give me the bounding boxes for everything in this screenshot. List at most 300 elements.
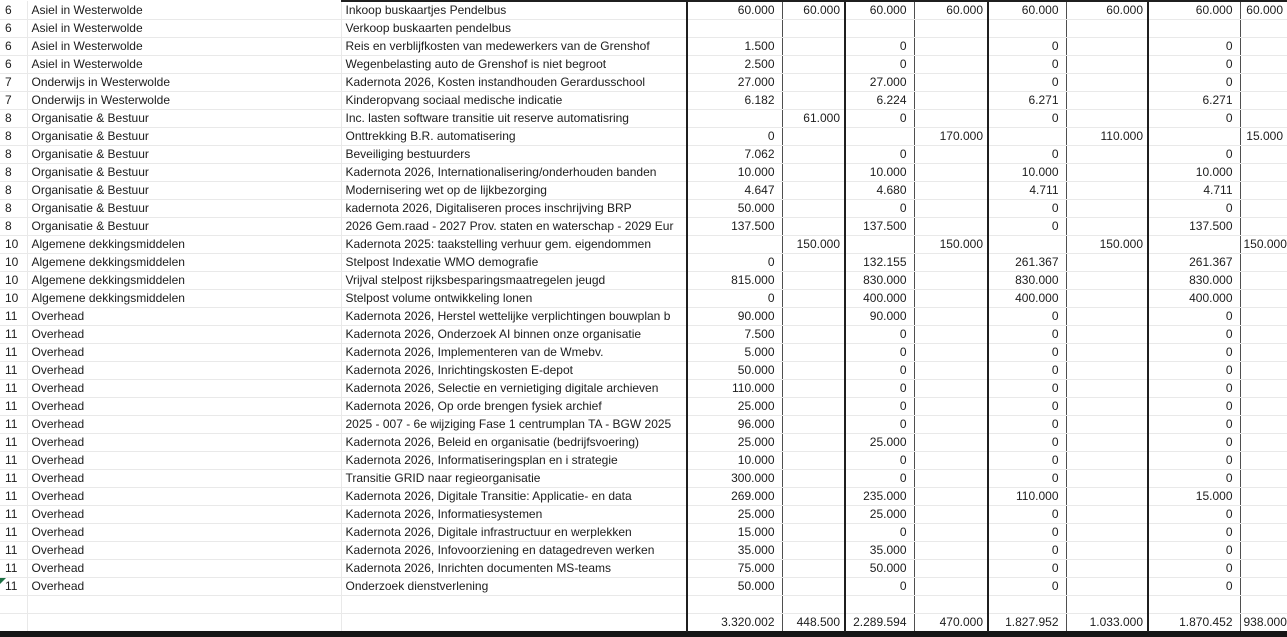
cell-amount[interactable]: 110.000 xyxy=(687,380,782,398)
cell-program-name[interactable]: Organisatie & Bestuur xyxy=(27,218,341,236)
cell-amount[interactable]: 75.000 xyxy=(687,560,782,578)
cell-description[interactable]: Stelpost volume ontwikkeling lonen xyxy=(341,290,687,308)
cell-amount[interactable] xyxy=(914,182,988,200)
cell-program-number[interactable]: 11 xyxy=(0,524,27,542)
cell-description[interactable]: Onderzoek dienstverlening xyxy=(341,578,687,596)
cell-amount[interactable] xyxy=(914,488,988,506)
cell-total-amount[interactable]: 448.500 xyxy=(782,614,845,632)
cell-amount[interactable] xyxy=(1066,56,1148,74)
cell-amount[interactable]: 0 xyxy=(845,452,914,470)
cell-amount[interactable] xyxy=(914,416,988,434)
cell-amount[interactable] xyxy=(914,398,988,416)
cell-program-name[interactable]: Organisatie & Bestuur xyxy=(27,200,341,218)
cell-amount[interactable]: 4.680 xyxy=(845,182,914,200)
cell-amount[interactable] xyxy=(1240,146,1287,164)
cell-amount[interactable]: 132.155 xyxy=(845,254,914,272)
cell-amount[interactable] xyxy=(914,560,988,578)
cell-amount[interactable] xyxy=(1066,560,1148,578)
cell-amount[interactable] xyxy=(687,110,782,128)
cell-amount[interactable] xyxy=(845,236,914,254)
cell-amount[interactable] xyxy=(914,326,988,344)
cell-program-name[interactable]: Overhead xyxy=(27,326,341,344)
cell-amount[interactable] xyxy=(782,326,845,344)
cell-amount[interactable] xyxy=(1240,38,1287,56)
cell-amount[interactable] xyxy=(1066,470,1148,488)
cell-amount[interactable] xyxy=(1066,542,1148,560)
cell-program-name[interactable]: Overhead xyxy=(27,488,341,506)
cell-amount[interactable] xyxy=(1066,326,1148,344)
cell-amount[interactable]: 0 xyxy=(988,416,1066,434)
cell-program-number[interactable]: 11 xyxy=(0,416,27,434)
cell-program-number[interactable]: 11 xyxy=(0,560,27,578)
cell-amount[interactable]: 300.000 xyxy=(687,470,782,488)
cell-description[interactable]: Verkoop buskaarten pendelbus xyxy=(341,20,687,38)
cell-amount[interactable]: 0 xyxy=(988,326,1066,344)
cell-amount[interactable] xyxy=(1240,578,1287,596)
cell-amount[interactable]: 0 xyxy=(1148,470,1240,488)
cell-amount[interactable]: 60.000 xyxy=(1066,1,1148,20)
cell-program-name[interactable] xyxy=(27,596,341,614)
cell-amount[interactable] xyxy=(1066,308,1148,326)
cell-program-name[interactable]: Algemene dekkingsmiddelen xyxy=(27,236,341,254)
cell-program-number[interactable]: 8 xyxy=(0,146,27,164)
cell-description[interactable]: Kadernota 2026, Kosten instandhouden Gerardusschool xyxy=(341,74,687,92)
cell-amount[interactable]: 6.271 xyxy=(1148,92,1240,110)
cell-program-number[interactable]: 8 xyxy=(0,182,27,200)
cell-amount[interactable] xyxy=(914,20,988,38)
cell-amount[interactable] xyxy=(782,578,845,596)
cell-program-number[interactable] xyxy=(0,596,27,614)
cell-amount[interactable]: 0 xyxy=(988,218,1066,236)
cell-program-number[interactable]: 7 xyxy=(0,92,27,110)
cell-amount[interactable]: 0 xyxy=(1148,146,1240,164)
cell-amount[interactable]: 830.000 xyxy=(1148,272,1240,290)
cell-amount[interactable]: 400.000 xyxy=(988,290,1066,308)
cell-amount[interactable] xyxy=(1240,254,1287,272)
cell-amount[interactable]: 35.000 xyxy=(687,542,782,560)
cell-amount[interactable] xyxy=(914,38,988,56)
cell-program-number[interactable]: 10 xyxy=(0,254,27,272)
cell-amount[interactable]: 0 xyxy=(988,56,1066,74)
cell-amount[interactable] xyxy=(1240,20,1287,38)
cell-amount[interactable]: 150.000 xyxy=(782,236,845,254)
cell-amount[interactable]: 0 xyxy=(1148,416,1240,434)
cell-total-amount[interactable]: 1.033.000 xyxy=(1066,614,1148,632)
cell-amount[interactable] xyxy=(1066,362,1148,380)
cell-amount[interactable] xyxy=(782,488,845,506)
cell-amount[interactable]: 90.000 xyxy=(687,308,782,326)
cell-amount[interactable]: 0 xyxy=(845,110,914,128)
cell-amount[interactable] xyxy=(782,362,845,380)
cell-amount[interactable] xyxy=(782,416,845,434)
cell-amount[interactable]: 150.000 xyxy=(1240,236,1287,254)
cell-amount[interactable]: 0 xyxy=(988,506,1066,524)
cell-amount[interactable]: 137.500 xyxy=(845,218,914,236)
cell-program-number[interactable]: 8 xyxy=(0,218,27,236)
cell-amount[interactable] xyxy=(1148,236,1240,254)
cell-program-name[interactable]: Overhead xyxy=(27,470,341,488)
cell-amount[interactable] xyxy=(1240,326,1287,344)
cell-amount[interactable]: 0 xyxy=(988,362,1066,380)
cell-program-name[interactable]: Onderwijs in Westerwolde xyxy=(27,74,341,92)
cell-amount[interactable]: 60.000 xyxy=(782,1,845,20)
cell-amount[interactable]: 0 xyxy=(988,380,1066,398)
cell-amount[interactable]: 0 xyxy=(1148,200,1240,218)
cell-amount[interactable] xyxy=(1240,218,1287,236)
cell-amount[interactable]: 110.000 xyxy=(1066,128,1148,146)
cell-description[interactable]: Kadernota 2026, Herstel wettelijke verplichtingen bouwplan b xyxy=(341,308,687,326)
cell-amount[interactable]: 60.000 xyxy=(988,1,1066,20)
cell-program-name[interactable]: Overhead xyxy=(27,398,341,416)
cell-amount[interactable] xyxy=(914,542,988,560)
cell-amount[interactable]: 0 xyxy=(988,560,1066,578)
cell-amount[interactable]: 0 xyxy=(988,542,1066,560)
cell-amount[interactable] xyxy=(1240,452,1287,470)
cell-program-number[interactable]: 11 xyxy=(0,434,27,452)
cell-amount[interactable]: 110.000 xyxy=(988,488,1066,506)
cell-amount[interactable] xyxy=(782,164,845,182)
cell-amount[interactable]: 2.500 xyxy=(687,56,782,74)
cell-description[interactable]: Kadernota 2026, Onderzoek AI binnen onze organisatie xyxy=(341,326,687,344)
cell-description[interactable]: Kadernota 2026, Informatiseringsplan en i strategie xyxy=(341,452,687,470)
cell-description[interactable]: Modernisering wet op de lijkbezorging xyxy=(341,182,687,200)
cell-total-amount[interactable]: 3.320.002 xyxy=(687,614,782,632)
cell-amount[interactable] xyxy=(1240,398,1287,416)
cell-amount[interactable] xyxy=(782,290,845,308)
cell-amount[interactable] xyxy=(1240,524,1287,542)
cell-amount[interactable] xyxy=(687,596,782,614)
cell-amount[interactable] xyxy=(1240,506,1287,524)
cell-amount[interactable] xyxy=(1240,380,1287,398)
cell-description[interactable]: kadernota 2026, Digitaliseren proces inschrijving BRP xyxy=(341,200,687,218)
cell-amount[interactable] xyxy=(782,20,845,38)
cell-program-name[interactable]: Organisatie & Bestuur xyxy=(27,128,341,146)
cell-program-name[interactable]: Overhead xyxy=(27,578,341,596)
cell-amount[interactable]: 815.000 xyxy=(687,272,782,290)
cell-amount[interactable]: 50.000 xyxy=(687,362,782,380)
cell-amount[interactable]: 4.711 xyxy=(1148,182,1240,200)
cell-amount[interactable] xyxy=(1066,380,1148,398)
cell-amount[interactable] xyxy=(1066,398,1148,416)
cell-amount[interactable] xyxy=(914,200,988,218)
cell-program-name[interactable]: Algemene dekkingsmiddelen xyxy=(27,254,341,272)
cell-amount[interactable] xyxy=(782,308,845,326)
cell-description[interactable]: Kadernota 2026, Op orde brengen fysiek archief xyxy=(341,398,687,416)
cell-description[interactable]: Kadernota 2026, Digitale infrastructuur en werplekken xyxy=(341,524,687,542)
cell-amount[interactable]: 0 xyxy=(687,290,782,308)
cell-amount[interactable]: 400.000 xyxy=(845,290,914,308)
cell-amount[interactable] xyxy=(914,164,988,182)
cell-description[interactable]: Kadernota 2026, Infovoorziening en datagedreven werken xyxy=(341,542,687,560)
cell-amount[interactable]: 137.500 xyxy=(1148,218,1240,236)
cell-amount[interactable]: 0 xyxy=(845,56,914,74)
cell-amount[interactable]: 4.647 xyxy=(687,182,782,200)
cell-amount[interactable] xyxy=(914,344,988,362)
cell-total-amount[interactable]: 938.000 xyxy=(1240,614,1287,632)
cell-amount[interactable] xyxy=(914,578,988,596)
cell-amount[interactable]: 7.500 xyxy=(687,326,782,344)
cell-amount[interactable] xyxy=(1066,488,1148,506)
cell-description[interactable]: Transitie GRID naar regieorganisatie xyxy=(341,470,687,488)
cell-program-number[interactable]: 10 xyxy=(0,272,27,290)
cell-amount[interactable] xyxy=(782,74,845,92)
cell-amount[interactable]: 10.000 xyxy=(687,452,782,470)
cell-amount[interactable]: 400.000 xyxy=(1148,290,1240,308)
cell-amount[interactable] xyxy=(845,20,914,38)
cell-program-number[interactable]: 6 xyxy=(0,1,27,20)
cell-description[interactable]: Vrijval stelpost rijksbesparingsmaatregelen jeugd xyxy=(341,272,687,290)
cell-amount[interactable]: 0 xyxy=(1148,542,1240,560)
cell-amount[interactable] xyxy=(782,434,845,452)
cell-amount[interactable]: 0 xyxy=(1148,110,1240,128)
cell-amount[interactable]: 61.000 xyxy=(782,110,845,128)
cell-description[interactable]: Kadernota 2025: taakstelling verhuur gem. eigendommen xyxy=(341,236,687,254)
cell-amount[interactable]: 50.000 xyxy=(687,578,782,596)
cell-program-number[interactable]: 8 xyxy=(0,164,27,182)
cell-amount[interactable]: 0 xyxy=(988,452,1066,470)
cell-amount[interactable] xyxy=(782,452,845,470)
cell-amount[interactable]: 150.000 xyxy=(914,236,988,254)
cell-program-number[interactable]: 10 xyxy=(0,236,27,254)
cell-amount[interactable]: 0 xyxy=(988,308,1066,326)
cell-amount[interactable]: 25.000 xyxy=(687,398,782,416)
cell-amount[interactable] xyxy=(1240,164,1287,182)
cell-amount[interactable] xyxy=(782,92,845,110)
cell-amount[interactable] xyxy=(782,272,845,290)
cell-amount[interactable]: 269.000 xyxy=(687,488,782,506)
cell-amount[interactable]: 150.000 xyxy=(1066,236,1148,254)
cell-amount[interactable] xyxy=(914,56,988,74)
cell-amount[interactable] xyxy=(782,56,845,74)
cell-amount[interactable] xyxy=(914,146,988,164)
cell-amount[interactable]: 50.000 xyxy=(687,200,782,218)
cell-program-number[interactable]: 11 xyxy=(0,452,27,470)
cell-description[interactable]: 2025 - 007 - 6e wijziging Fase 1 centrumplan TA - BGW 2025 xyxy=(341,416,687,434)
cell-amount[interactable] xyxy=(1066,92,1148,110)
cell-amount[interactable] xyxy=(1066,506,1148,524)
cell-amount[interactable] xyxy=(914,272,988,290)
cell-amount[interactable]: 0 xyxy=(845,362,914,380)
cell-program-name[interactable]: Algemene dekkingsmiddelen xyxy=(27,290,341,308)
cell-program-name[interactable]: Overhead xyxy=(27,524,341,542)
cell-program-number[interactable]: 10 xyxy=(0,290,27,308)
cell-amount[interactable] xyxy=(1240,92,1287,110)
cell-amount[interactable]: 0 xyxy=(845,470,914,488)
cell-amount[interactable] xyxy=(1066,452,1148,470)
cell-amount[interactable]: 0 xyxy=(1148,506,1240,524)
cell-program-name[interactable]: Onderwijs in Westerwolde xyxy=(27,92,341,110)
cell-amount[interactable]: 1.500 xyxy=(687,38,782,56)
cell-program-number[interactable]: 8 xyxy=(0,128,27,146)
cell-amount[interactable] xyxy=(914,596,988,614)
cell-amount[interactable] xyxy=(782,38,845,56)
cell-amount[interactable]: 0 xyxy=(988,470,1066,488)
cell-amount[interactable] xyxy=(1066,218,1148,236)
cell-amount[interactable]: 830.000 xyxy=(988,272,1066,290)
cell-amount[interactable] xyxy=(914,254,988,272)
cell-amount[interactable]: 60.000 xyxy=(845,1,914,20)
cell-program-number[interactable]: 11 xyxy=(0,326,27,344)
cell-description[interactable]: Kadernota 2026, Selectie en vernietiging digitale archieven xyxy=(341,380,687,398)
cell-program-name[interactable]: Organisatie & Bestuur xyxy=(27,182,341,200)
cell-program-number[interactable]: 11 xyxy=(0,506,27,524)
cell-amount[interactable] xyxy=(1240,362,1287,380)
cell-amount[interactable] xyxy=(914,380,988,398)
cell-amount[interactable] xyxy=(1066,290,1148,308)
cell-amount[interactable]: 4.711 xyxy=(988,182,1066,200)
cell-program-name[interactable]: Asiel in Westerwolde xyxy=(27,1,341,20)
cell-amount[interactable]: 0 xyxy=(988,434,1066,452)
cell-amount[interactable]: 5.000 xyxy=(687,344,782,362)
cell-amount[interactable]: 60.000 xyxy=(1240,1,1287,20)
cell-amount[interactable]: 0 xyxy=(845,200,914,218)
cell-description[interactable]: Kadernota 2026, Informatiesystemen xyxy=(341,506,687,524)
cell-amount[interactable]: 25.000 xyxy=(845,506,914,524)
cell-description[interactable]: Beveiliging bestuurders xyxy=(341,146,687,164)
cell-program-name[interactable]: Overhead xyxy=(27,506,341,524)
cell-amount[interactable]: 137.500 xyxy=(687,218,782,236)
cell-program-number[interactable]: 6 xyxy=(0,38,27,56)
cell-amount[interactable]: 15.000 xyxy=(1240,128,1287,146)
cell-amount[interactable]: 0 xyxy=(988,200,1066,218)
cell-amount[interactable]: 0 xyxy=(845,524,914,542)
cell-amount[interactable]: 0 xyxy=(1148,524,1240,542)
cell-amount[interactable] xyxy=(1240,542,1287,560)
cell-amount[interactable] xyxy=(914,470,988,488)
cell-amount[interactable]: 6.224 xyxy=(845,92,914,110)
cell-description[interactable]: 2026 Gem.raad - 2027 Prov. staten en waterschap - 2029 Eur xyxy=(341,218,687,236)
cell-amount[interactable] xyxy=(687,20,782,38)
cell-amount[interactable] xyxy=(1066,524,1148,542)
cell-amount[interactable] xyxy=(988,596,1066,614)
cell-amount[interactable] xyxy=(988,236,1066,254)
cell-amount[interactable]: 0 xyxy=(845,578,914,596)
cell-amount[interactable] xyxy=(1240,272,1287,290)
cell-amount[interactable] xyxy=(782,524,845,542)
cell-amount[interactable] xyxy=(914,290,988,308)
cell-amount[interactable] xyxy=(1066,182,1148,200)
cell-amount[interactable] xyxy=(1066,20,1148,38)
cell-amount[interactable]: 0 xyxy=(845,398,914,416)
cell-program-name[interactable]: Overhead xyxy=(27,452,341,470)
cell-program-number[interactable]: 8 xyxy=(0,200,27,218)
cell-amount[interactable]: 0 xyxy=(988,146,1066,164)
cell-amount[interactable] xyxy=(1066,164,1148,182)
cell-amount[interactable]: 0 xyxy=(1148,74,1240,92)
cell-amount[interactable]: 0 xyxy=(687,128,782,146)
cell-description[interactable] xyxy=(341,596,687,614)
cell-program-number[interactable] xyxy=(0,614,27,632)
cell-description[interactable]: Inkoop buskaartjes Pendelbus xyxy=(341,1,687,20)
cell-amount[interactable]: 261.367 xyxy=(988,254,1066,272)
cell-amount[interactable] xyxy=(1240,110,1287,128)
cell-amount[interactable] xyxy=(1066,200,1148,218)
cell-amount[interactable] xyxy=(914,218,988,236)
cell-amount[interactable] xyxy=(1240,74,1287,92)
cell-amount[interactable]: 0 xyxy=(988,74,1066,92)
cell-amount[interactable] xyxy=(914,452,988,470)
cell-amount[interactable] xyxy=(782,596,845,614)
cell-program-number[interactable]: 11 xyxy=(0,344,27,362)
cell-program-number[interactable]: 11 xyxy=(0,398,27,416)
cell-amount[interactable] xyxy=(1066,38,1148,56)
cell-description[interactable]: Inc. lasten software transitie uit reserve automatisring xyxy=(341,110,687,128)
cell-amount[interactable] xyxy=(1240,596,1287,614)
cell-amount[interactable]: 10.000 xyxy=(845,164,914,182)
cell-amount[interactable] xyxy=(1066,434,1148,452)
cell-program-name[interactable]: Asiel in Westerwolde xyxy=(27,38,341,56)
cell-program-number[interactable]: 6 xyxy=(0,20,27,38)
cell-amount[interactable]: 0 xyxy=(845,326,914,344)
cell-amount[interactable]: 15.000 xyxy=(687,524,782,542)
cell-amount[interactable]: 0 xyxy=(988,38,1066,56)
cell-program-name[interactable] xyxy=(27,614,341,632)
cell-amount[interactable] xyxy=(782,344,845,362)
cell-amount[interactable] xyxy=(1240,434,1287,452)
cell-amount[interactable]: 60.000 xyxy=(1148,1,1240,20)
cell-amount[interactable] xyxy=(1240,290,1287,308)
cell-amount[interactable]: 235.000 xyxy=(845,488,914,506)
cell-description[interactable] xyxy=(341,614,687,632)
cell-amount[interactable]: 830.000 xyxy=(845,272,914,290)
cell-amount[interactable] xyxy=(782,470,845,488)
cell-total-amount[interactable]: 1.827.952 xyxy=(988,614,1066,632)
cell-amount[interactable]: 6.271 xyxy=(988,92,1066,110)
cell-amount[interactable] xyxy=(782,200,845,218)
cell-amount[interactable]: 0 xyxy=(1148,578,1240,596)
cell-program-number[interactable]: 7 xyxy=(0,74,27,92)
cell-amount[interactable] xyxy=(782,542,845,560)
cell-amount[interactable]: 27.000 xyxy=(845,74,914,92)
cell-amount[interactable] xyxy=(914,524,988,542)
cell-amount[interactable] xyxy=(782,380,845,398)
cell-amount[interactable] xyxy=(782,398,845,416)
cell-amount[interactable]: 25.000 xyxy=(687,506,782,524)
cell-amount[interactable] xyxy=(1066,110,1148,128)
cell-amount[interactable] xyxy=(1066,146,1148,164)
cell-amount[interactable]: 50.000 xyxy=(845,560,914,578)
cell-amount[interactable] xyxy=(782,254,845,272)
cell-amount[interactable] xyxy=(1066,254,1148,272)
cell-amount[interactable]: 15.000 xyxy=(1148,488,1240,506)
cell-total-amount[interactable]: 1.870.452 xyxy=(1148,614,1240,632)
cell-amount[interactable]: 261.367 xyxy=(1148,254,1240,272)
cell-amount[interactable] xyxy=(1240,416,1287,434)
cell-amount[interactable]: 0 xyxy=(1148,434,1240,452)
cell-amount[interactable] xyxy=(1240,488,1287,506)
cell-amount[interactable] xyxy=(1066,578,1148,596)
cell-amount[interactable] xyxy=(1240,560,1287,578)
cell-program-name[interactable]: Asiel in Westerwolde xyxy=(27,56,341,74)
cell-program-number[interactable]: 11 xyxy=(0,542,27,560)
cell-description[interactable]: Kadernota 2026, Implementeren van de Wmebv. xyxy=(341,344,687,362)
cell-description[interactable]: Onttrekking B.R. automatisering xyxy=(341,128,687,146)
cell-program-number[interactable]: 11 xyxy=(0,308,27,326)
cell-amount[interactable] xyxy=(782,560,845,578)
cell-amount[interactable]: 0 xyxy=(1148,398,1240,416)
cell-amount[interactable]: 0 xyxy=(687,254,782,272)
cell-amount[interactable]: 0 xyxy=(845,38,914,56)
cell-amount[interactable] xyxy=(914,74,988,92)
cell-amount[interactable] xyxy=(914,506,988,524)
cell-description[interactable]: Kadernota 2026, Internationalisering/onderhouden banden xyxy=(341,164,687,182)
cell-amount[interactable]: 0 xyxy=(1148,38,1240,56)
cell-amount[interactable]: 0 xyxy=(1148,308,1240,326)
cell-program-name[interactable]: Overhead xyxy=(27,542,341,560)
cell-amount[interactable]: 10.000 xyxy=(988,164,1066,182)
cell-amount[interactable]: 0 xyxy=(988,398,1066,416)
cell-amount[interactable]: 0 xyxy=(1148,452,1240,470)
